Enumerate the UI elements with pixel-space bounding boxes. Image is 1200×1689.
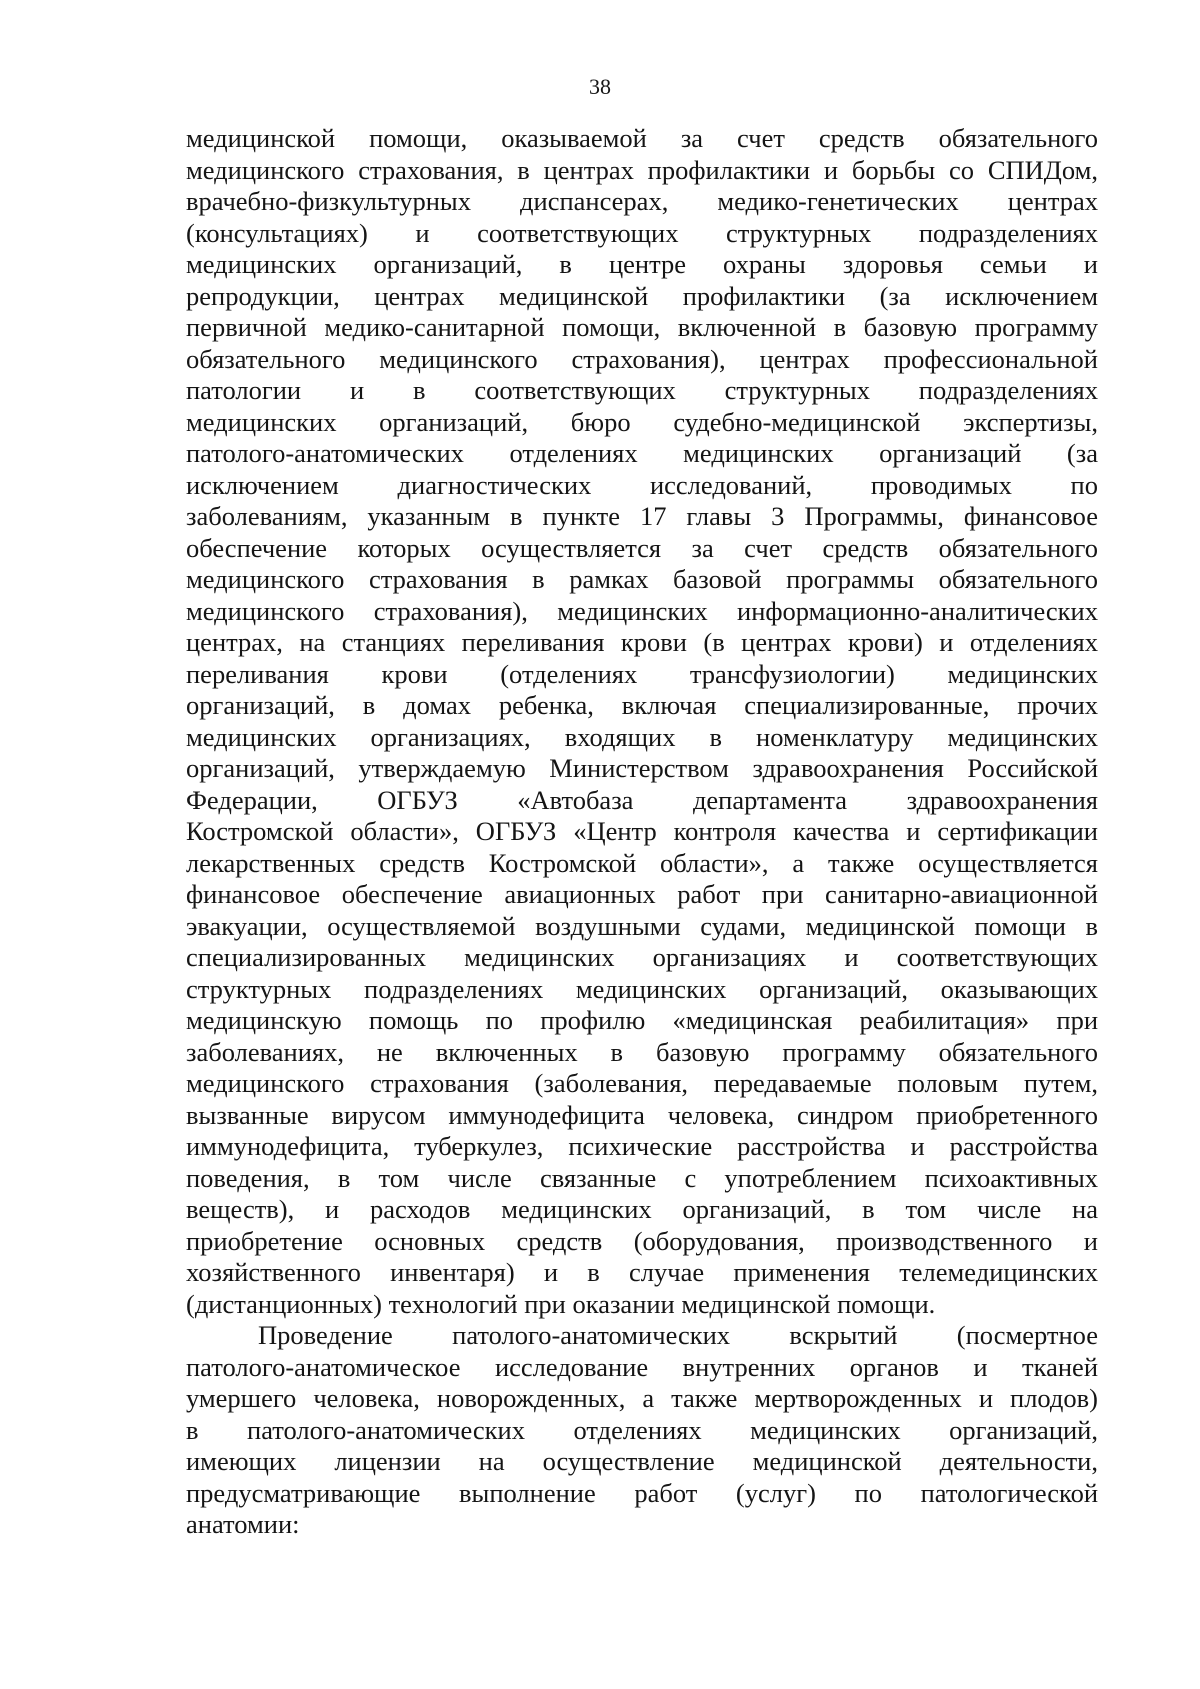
text-line: (дистанционных) технологий при оказании медицинской помощи. (186, 1288, 936, 1319)
body-text (186, 123, 1098, 1541)
text-line: переливания крови (отделениях трансфузиологии) медицинских (186, 658, 1098, 689)
text-line: обеспечение которых осуществляется за счет средств обязательного (186, 532, 1098, 563)
text-line: первичной медико-санитарной помощи, включенной в базовую программу (186, 312, 1098, 342)
text-line: организаций, в домах ребенка, включая специализированные, прочих (186, 690, 1098, 720)
text-line: медицинского страхования (заболевания, передаваемые половым путем, (186, 1068, 1098, 1098)
text-line: медицинских организаций, бюро судебно-медицинской экспертизы, (186, 406, 1098, 437)
text-line: врачебно-физкультурных диспансерах, медико-генетических центрах (186, 186, 1098, 216)
text-line: поведения, в том числе связанные с употреблением психоактивных (186, 1162, 1098, 1193)
text-line: медицинских организациях, входящих в номенклатуру медицинских (186, 721, 1098, 752)
text-line: патолого-анатомических отделениях медицинских организаций (за (186, 438, 1098, 468)
text-line: лекарственных средств Костромской области», а также осуществляется (186, 847, 1098, 878)
text-line: медицинского страхования, в центрах профилактики и борьбы со СПИДом, (186, 154, 1098, 185)
text-line: обязательного медицинского страхования), центрах профессиональной (186, 343, 1098, 374)
text-line: финансовое обеспечение авиационных работ при санитарно-авиационной (186, 879, 1098, 909)
text-line: заболеваниям, указанным в пункте 17 главы 3 Программы, финансовое (186, 501, 1098, 531)
text-line: репродукции, центрах медицинской профилактики (за исключением (186, 280, 1098, 311)
text-line: хозяйственного инвентаря) и в случае применения телемедицинских (186, 1257, 1098, 1287)
text-line: специализированных медицинских организациях и соответствующих (186, 942, 1098, 972)
text-line: иммунодефицита, туберкулез, психические расстройства и расстройства (186, 1131, 1098, 1161)
text-line: исключением диагностических исследований, проводимых по (186, 469, 1098, 500)
text-line: патолого-анатомическое исследование внутренних органов и тканей (186, 1351, 1098, 1382)
text-line: веществ), и расходов медицинских организаций, в том числе на (186, 1194, 1098, 1224)
text-line: (консультациях) и соответствующих структурных подразделениях (186, 217, 1098, 248)
text-line: вызванные вирусом иммунодефицита человека, синдром приобретенного (186, 1099, 1098, 1130)
text-line: медицинских организаций, в центре охраны здоровья семьи и (186, 249, 1098, 279)
text-line: заболеваниях, не включенных в базовую программу обязательного (186, 1036, 1098, 1067)
text-line: Костромской области», ОГБУЗ «Центр контроля качества и сертификации (186, 816, 1098, 846)
text-line: медицинскую помощь по профилю «медицинская реабилитация» при (186, 1005, 1098, 1035)
text-line: медицинского страхования в рамках базовой программы обязательного (186, 564, 1098, 594)
page-number: 38 (589, 74, 611, 99)
text-line: структурных подразделениях медицинских организаций, оказывающих (186, 973, 1098, 1004)
text-line: имеющих лицензии на осуществление медицинской деятельности, (186, 1446, 1098, 1476)
text-line: предусматривающие выполнение работ (услуг) по патологической (186, 1477, 1098, 1508)
text-line: умершего человека, новорожденных, а также мертворожденных и плодов) (186, 1383, 1098, 1413)
text-line: эвакуации, осуществляемой воздушными судами, медицинской помощи в (186, 910, 1098, 941)
text-line: приобретение основных средств (оборудования, производственного и (186, 1225, 1098, 1256)
paragraph-first-line: Проведение патолого-анатомических вскрытий (посмертное (258, 1320, 1098, 1350)
text-line: Федерации, ОГБУЗ «Автобаза департамента здравоохранения (186, 784, 1098, 815)
text-line: патологии и в соответствующих структурных подразделениях (186, 375, 1098, 405)
text-line: медицинской помощи, оказываемой за счет средств обязательного (186, 123, 1098, 153)
text-line: анатомии: (186, 1509, 300, 1539)
text-line: медицинского страхования), медицинских информационно-аналитических (186, 595, 1098, 626)
text-line: центрах, на станциях переливания крови (в центрах крови) и отделениях (186, 627, 1098, 657)
text-line: в патолого-анатомических отделениях медицинских организаций, (186, 1414, 1098, 1445)
text-line: организаций, утверждаемую Министерством здравоохранения Российской (186, 753, 1098, 783)
